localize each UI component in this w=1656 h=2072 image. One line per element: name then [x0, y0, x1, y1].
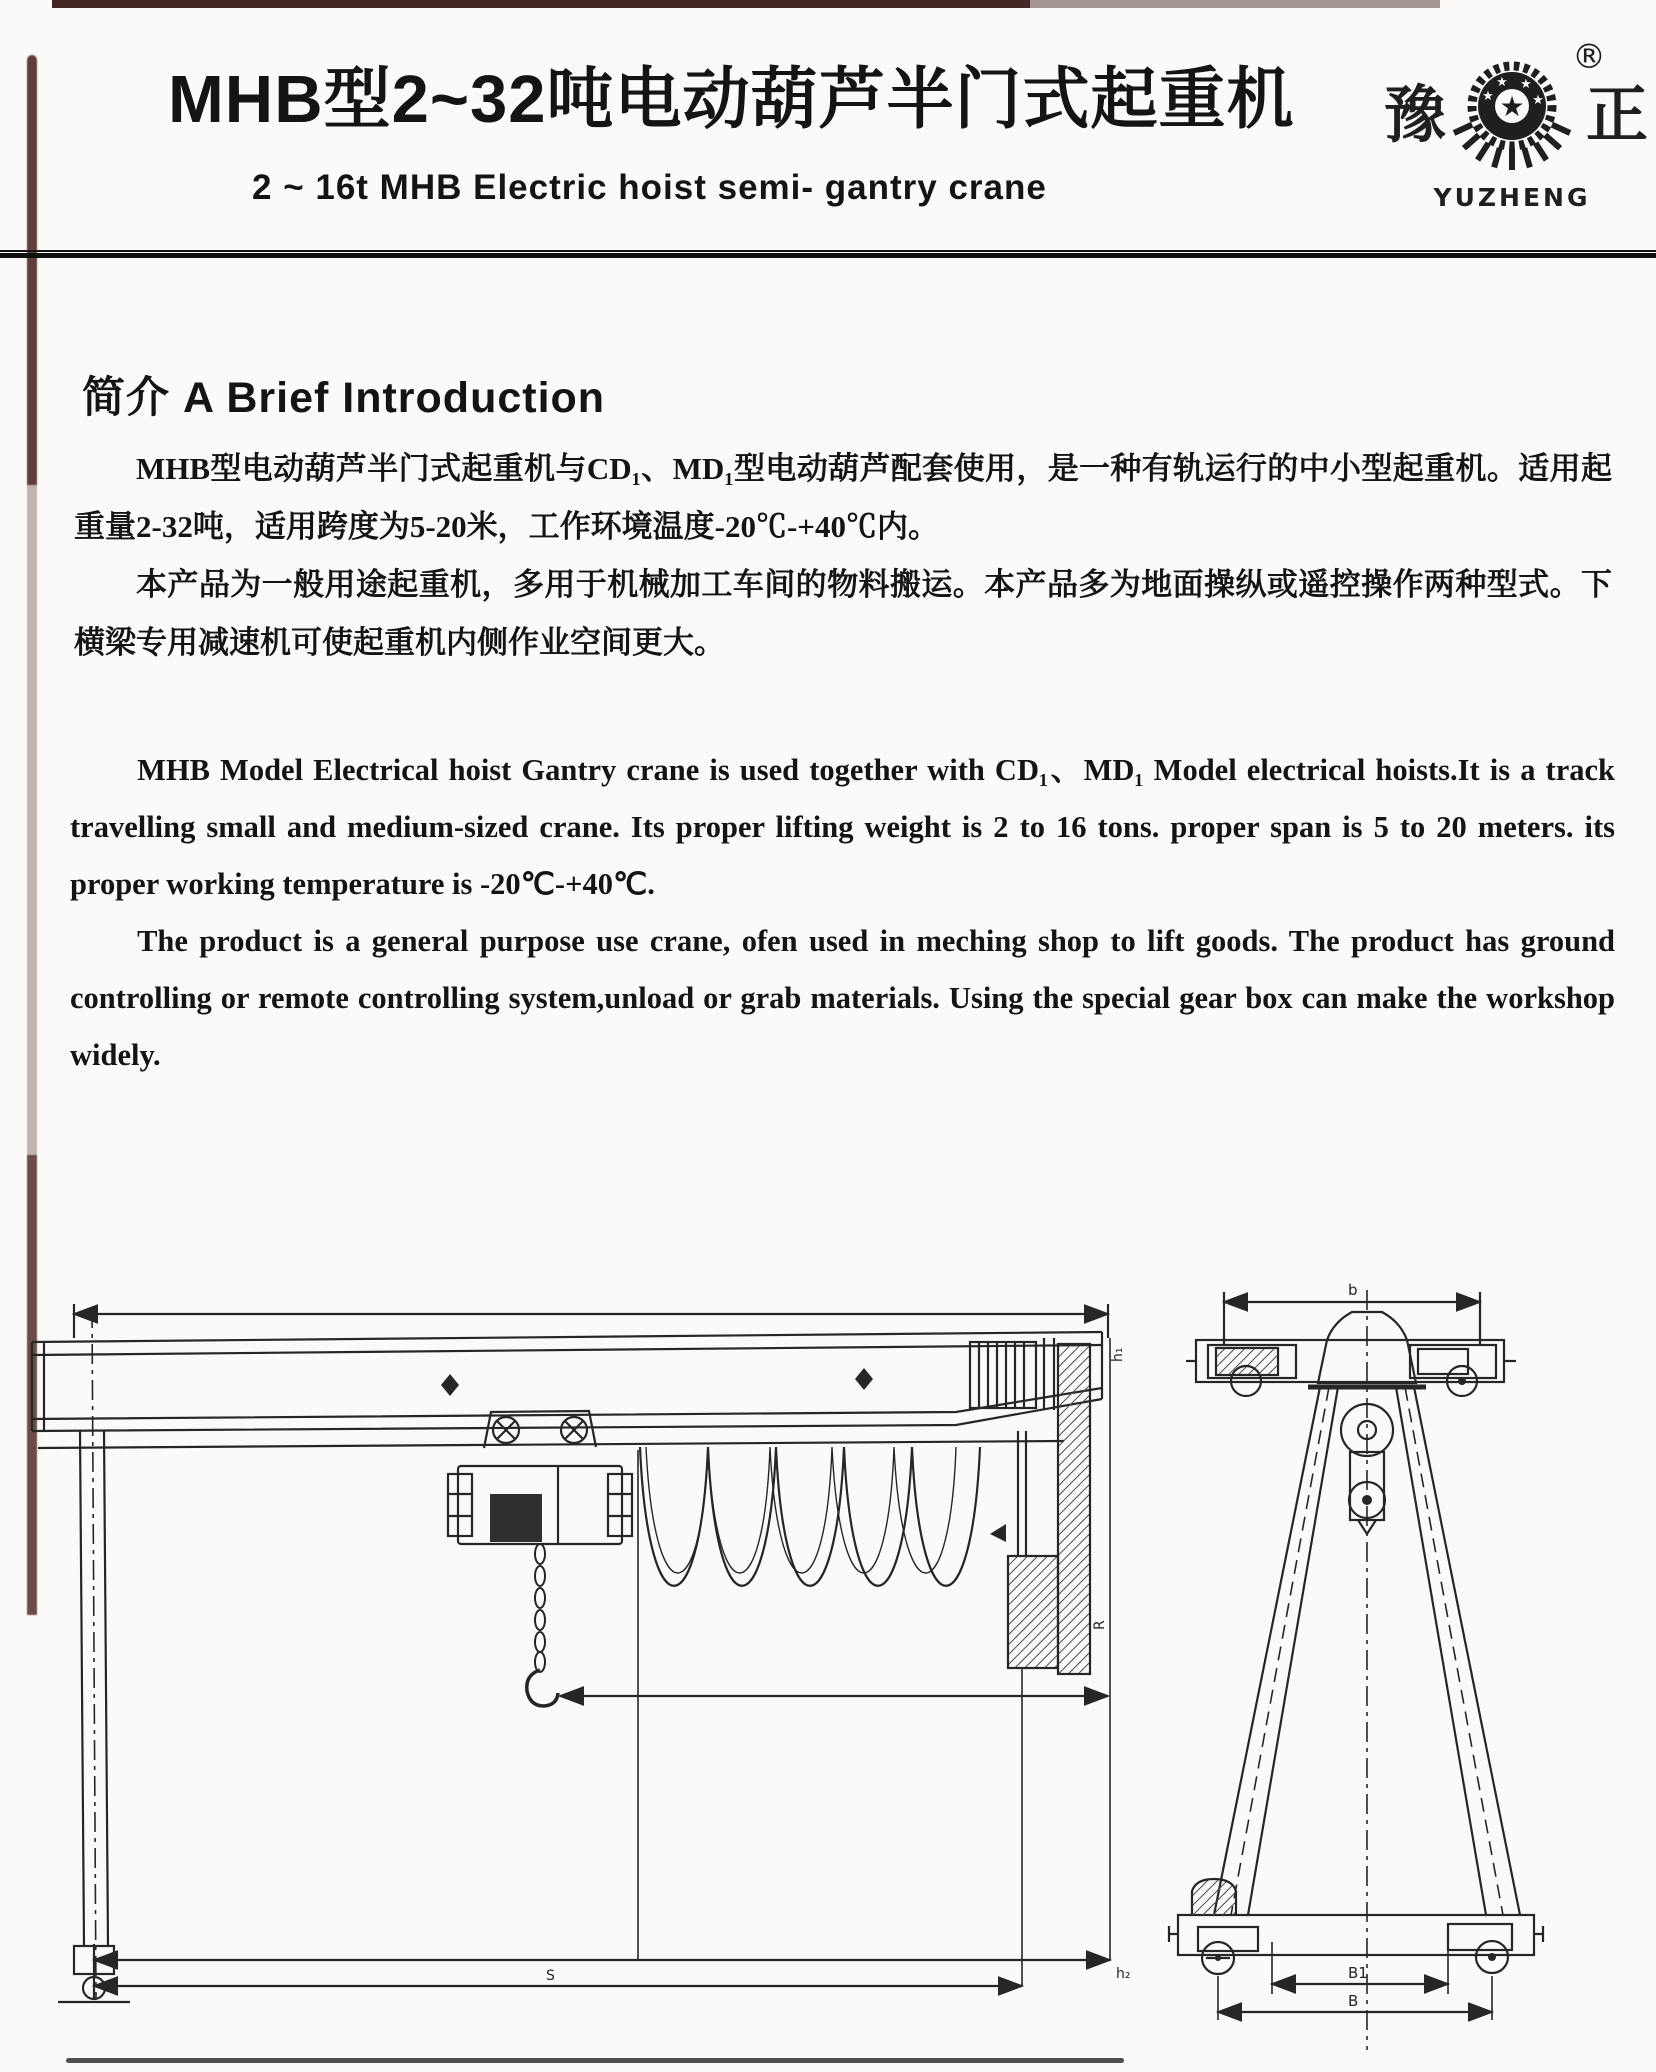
header-divider	[0, 250, 1656, 258]
dim-label-height2: h₂	[1116, 1966, 1131, 1982]
paragraph-cn-2: 本产品为一般用途起重机，多用于机械加工车间的物料搬运。本产品多为地面操纵或遥控操作两种型式。下横梁专用减速机可使起重机内侧作业空间更大。	[74, 567, 1612, 660]
scan-artifact-top	[0, 0, 1656, 8]
logo-wordmark: YUZHENG	[1433, 183, 1591, 212]
star-icon: ★	[1482, 89, 1494, 104]
dim-label-r: R	[1092, 1620, 1108, 1630]
dim-label-gauge: b	[1348, 1282, 1358, 1299]
dim-label-b: B	[1348, 1992, 1359, 2010]
gear-icon	[1454, 66, 1570, 170]
section-heading: 简介 A Brief Introduction	[82, 374, 606, 422]
page-subtitle: 2 ~ 16t MHB Electric hoist semi- gantry crane	[252, 168, 1047, 207]
intro-chinese-text	[74, 440, 1612, 672]
paragraph-cn-1: MHB型电动葫芦半门式起重机与CD₁、MD₁型电动葫芦配套使用，是一种有轨运行的中小型起重机。适用起重量2-32吨，适用跨度为5-20米，工作环境温度-20℃-+40℃内。	[74, 451, 1612, 544]
front-view-drawing	[18, 1298, 1158, 2058]
gantry-leg	[58, 1308, 130, 2002]
scan-artifact-bottom	[66, 2058, 1124, 2063]
hook-icon	[527, 1670, 558, 1706]
paragraph-en-1: MHB Model Electrical hoist Gantry crane is used together with CD₁、MD₁ Model electrical hoists.It is a track travelling small and medium-sized crane. Its proper lifting weight is 2 to 16 tons. proper span is 5 to 20 meters. its proper working temperature is -20℃-+40℃.	[70, 753, 1615, 901]
logo-char-right: 正	[1586, 78, 1649, 151]
end-carriage	[970, 1338, 1054, 1410]
hook-chain	[535, 1544, 545, 1672]
rivet-mark	[855, 1368, 873, 1390]
side-view-drawing	[1162, 1282, 1652, 2072]
yuzheng-logo	[1380, 26, 1652, 214]
wall-bracket-hatch	[1008, 1556, 1058, 1668]
dim-label-span: S	[546, 1968, 555, 1984]
festoon-cables	[640, 1447, 980, 1586]
star-icon: ★	[1496, 75, 1508, 90]
electric-hoist	[448, 1411, 632, 1544]
travel-motor	[1192, 1879, 1236, 1915]
star-icon: ★	[1532, 93, 1544, 108]
dim-label-b1: B1	[1348, 1964, 1368, 1982]
rivet-mark	[441, 1374, 459, 1396]
logo-char-left: 豫	[1384, 78, 1447, 151]
star-icon: ★	[1520, 77, 1532, 92]
registered-mark: ®	[1572, 37, 1606, 77]
star-icon: ★	[1499, 90, 1525, 123]
intro-english-text	[70, 742, 1615, 1084]
wall-hatch	[1058, 1344, 1090, 1674]
page-title: MHB型2~32吨电动葫芦半门式起重机	[168, 62, 1295, 137]
end-truck-left	[1208, 1345, 1296, 1396]
paragraph-en-2: The product is a general purpose use crane, ofen used in meching shop to lift goods. The product has ground controlling or remote controlling system,unload or grab materials. Using the special gear box can make the workshop widely.	[70, 924, 1615, 1072]
dim-label-height1: h₁	[1110, 1347, 1126, 1362]
